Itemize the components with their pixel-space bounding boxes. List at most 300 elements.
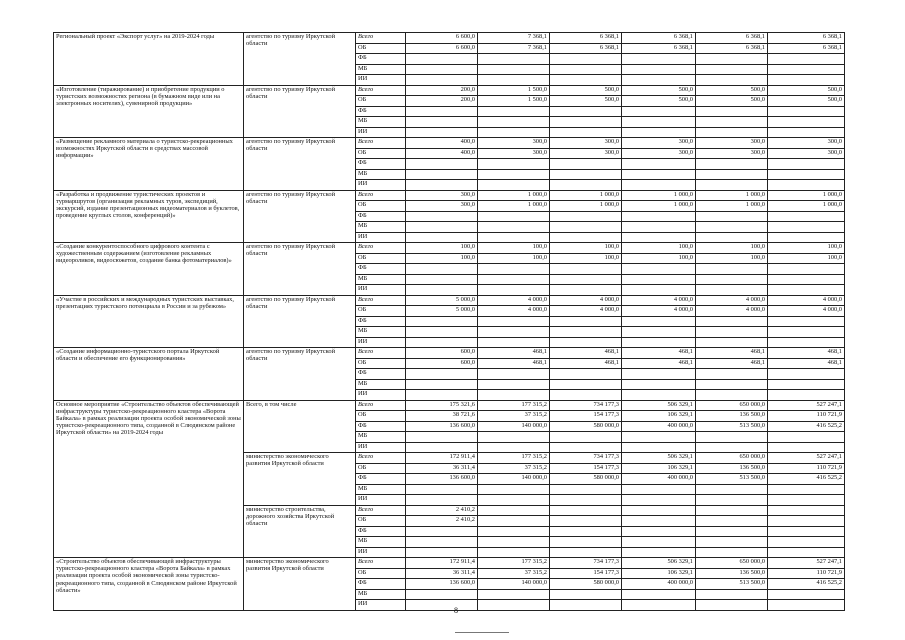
amount-cell: 1 500,0 — [478, 85, 550, 96]
amount-cell — [768, 369, 845, 380]
amount-cell: 140 000,0 — [478, 579, 550, 590]
amount-cell — [696, 390, 768, 401]
executor-cell: министерство экономического развития Иркутской области — [244, 558, 356, 611]
amount-cell — [696, 505, 768, 516]
funding-source-cell: ИИ — [356, 180, 406, 191]
amount-cell: 140 000,0 — [478, 421, 550, 432]
funding-source-cell: Всего — [356, 85, 406, 96]
amount-cell — [768, 337, 845, 348]
amount-cell — [768, 169, 845, 180]
funding-source-cell: ИИ — [356, 75, 406, 86]
funding-source-cell: Всего — [356, 243, 406, 254]
amount-cell — [622, 516, 696, 527]
amount-cell — [696, 106, 768, 117]
amount-cell — [478, 159, 550, 170]
amount-cell — [478, 222, 550, 233]
amount-cell: 500,0 — [622, 96, 696, 107]
funding-source-cell: ИИ — [356, 600, 406, 611]
amount-cell — [768, 327, 845, 338]
amount-cell: 1 000,0 — [696, 190, 768, 201]
table-row — [54, 190, 845, 201]
amount-cell: 100,0 — [550, 243, 622, 254]
amount-cell: 300,0 — [406, 190, 478, 201]
funding-source-cell: МБ — [356, 327, 406, 338]
amount-cell — [550, 232, 622, 243]
amount-cell — [550, 369, 622, 380]
amount-cell — [478, 169, 550, 180]
amount-cell — [550, 285, 622, 296]
amount-cell: 1 000,0 — [478, 190, 550, 201]
amount-cell — [406, 390, 478, 401]
funding-source-cell: ФБ — [356, 369, 406, 380]
amount-cell: 110 721,9 — [768, 568, 845, 579]
amount-cell: 500,0 — [696, 96, 768, 107]
amount-cell — [622, 222, 696, 233]
amount-cell — [622, 432, 696, 443]
funding-source-cell: ИИ — [356, 337, 406, 348]
amount-cell — [478, 264, 550, 275]
amount-cell — [478, 232, 550, 243]
amount-cell — [406, 180, 478, 191]
amount-cell: 650 000,0 — [696, 453, 768, 464]
amount-cell: 154 177,3 — [550, 411, 622, 422]
amount-cell: 6 368,1 — [622, 33, 696, 44]
executor-cell: агентство по туризму Иркутской области — [244, 33, 356, 86]
executor-cell: министерство строительства, дорожного хозяйства Иркутской области — [244, 505, 356, 558]
amount-cell — [550, 117, 622, 128]
amount-cell — [478, 442, 550, 453]
amount-cell — [406, 264, 478, 275]
amount-cell — [696, 264, 768, 275]
amount-cell: 4 000,0 — [696, 295, 768, 306]
amount-cell: 580 000,0 — [550, 421, 622, 432]
amount-cell — [478, 526, 550, 537]
amount-cell — [768, 516, 845, 527]
funding-source-cell: Всего — [356, 190, 406, 201]
amount-cell — [478, 327, 550, 338]
amount-cell: 468,1 — [478, 348, 550, 359]
executor-cell: агентство по туризму Иркутской области — [244, 348, 356, 401]
funding-source-cell: МБ — [356, 274, 406, 285]
executor-cell: агентство по туризму Иркутской области — [244, 243, 356, 296]
amount-cell: 175 321,6 — [406, 400, 478, 411]
amount-cell: 400 000,0 — [622, 421, 696, 432]
amount-cell — [768, 75, 845, 86]
amount-cell — [622, 390, 696, 401]
amount-cell: 106 329,1 — [622, 568, 696, 579]
amount-cell — [768, 316, 845, 327]
amount-cell: 500,0 — [768, 85, 845, 96]
amount-cell: 106 329,1 — [622, 463, 696, 474]
amount-cell: 527 247,1 — [768, 453, 845, 464]
funding-source-cell: ИИ — [356, 442, 406, 453]
amount-cell: 7 368,1 — [478, 33, 550, 44]
funding-source-cell: ОБ — [356, 201, 406, 212]
amount-cell — [550, 264, 622, 275]
amount-cell: 506 329,1 — [622, 558, 696, 569]
table-row — [54, 33, 845, 44]
amount-cell: 4 000,0 — [622, 295, 696, 306]
amount-cell: 468,1 — [550, 348, 622, 359]
amount-cell: 468,1 — [768, 348, 845, 359]
funding-source-cell: ОБ — [356, 43, 406, 54]
amount-cell — [622, 316, 696, 327]
amount-cell — [768, 589, 845, 600]
amount-cell: 100,0 — [768, 243, 845, 254]
amount-cell — [622, 537, 696, 548]
funding-source-cell: МБ — [356, 222, 406, 233]
amount-cell — [622, 159, 696, 170]
funding-source-cell: МБ — [356, 432, 406, 443]
amount-cell: 400 000,0 — [622, 474, 696, 485]
amount-cell — [696, 337, 768, 348]
amount-cell: 6 368,1 — [550, 33, 622, 44]
amount-cell: 200,0 — [406, 85, 478, 96]
amount-cell: 4 000,0 — [550, 295, 622, 306]
amount-cell — [622, 211, 696, 222]
amount-cell: 100,0 — [406, 253, 478, 264]
table-row — [54, 243, 845, 254]
funding-source-cell: ФБ — [356, 579, 406, 590]
amount-cell: 136 500,0 — [696, 411, 768, 422]
amount-cell — [768, 64, 845, 75]
funding-source-cell: Всего — [356, 400, 406, 411]
amount-cell: 100,0 — [550, 253, 622, 264]
activity-name-cell: «Создание информационно-туристского портала Иркутской области и обеспечение его функционирования» — [54, 348, 244, 401]
amount-cell: 580 000,0 — [550, 474, 622, 485]
amount-cell: 36 311,4 — [406, 568, 478, 579]
funding-source-cell: Всего — [356, 33, 406, 44]
activity-name-cell: «Изготовление (тиражирование) и приобретение продукции о туристских возможностях региона (в бумажном виде или на электронных носителях), сувенирной продукции» — [54, 85, 244, 138]
funding-source-cell: ОБ — [356, 568, 406, 579]
amount-cell: 300,0 — [768, 138, 845, 149]
amount-cell — [768, 180, 845, 191]
amount-cell: 468,1 — [622, 358, 696, 369]
amount-cell — [550, 390, 622, 401]
funding-source-cell: ОБ — [356, 516, 406, 527]
amount-cell: 300,0 — [696, 138, 768, 149]
amount-cell: 200,0 — [406, 96, 478, 107]
amount-cell — [622, 327, 696, 338]
funding-source-cell: МБ — [356, 379, 406, 390]
amount-cell — [406, 442, 478, 453]
amount-cell — [550, 495, 622, 506]
funding-source-cell: ОБ — [356, 306, 406, 317]
amount-cell: 650 000,0 — [696, 400, 768, 411]
amount-cell — [768, 495, 845, 506]
amount-cell — [768, 211, 845, 222]
amount-cell: 100,0 — [478, 243, 550, 254]
table-row — [54, 138, 845, 149]
amount-cell — [696, 180, 768, 191]
executor-cell: агентство по туризму Иркутской области — [244, 295, 356, 348]
amount-cell — [768, 390, 845, 401]
amount-cell: 1 000,0 — [768, 190, 845, 201]
amount-cell: 4 000,0 — [768, 295, 845, 306]
amount-cell — [768, 222, 845, 233]
amount-cell: 500,0 — [768, 96, 845, 107]
table-row — [54, 558, 845, 569]
page-edge-mark — [455, 632, 509, 633]
amount-cell — [622, 337, 696, 348]
amount-cell: 1 000,0 — [622, 201, 696, 212]
funding-source-cell: ФБ — [356, 211, 406, 222]
executor-cell: министерство экономического развития Иркутской области — [244, 453, 356, 506]
amount-cell — [768, 159, 845, 170]
amount-cell: 110 721,9 — [768, 411, 845, 422]
amount-cell — [622, 180, 696, 191]
amount-cell — [696, 537, 768, 548]
amount-cell — [406, 379, 478, 390]
funding-source-cell: Всего — [356, 505, 406, 516]
amount-cell — [696, 327, 768, 338]
amount-cell — [768, 117, 845, 128]
amount-cell: 734 177,3 — [550, 400, 622, 411]
amount-cell: 513 500,0 — [696, 579, 768, 590]
amount-cell — [622, 75, 696, 86]
amount-cell: 1 000,0 — [768, 201, 845, 212]
amount-cell: 300,0 — [478, 148, 550, 159]
funding-source-cell: ФБ — [356, 54, 406, 65]
activity-name-cell: «Создание конкурентоспособного цифрового контента с художественным содержанием (изготовление рекламных видеороликов, видеосюжетов, создание банка фотоматериалов)» — [54, 243, 244, 296]
amount-cell — [406, 537, 478, 548]
amount-cell — [478, 379, 550, 390]
amount-cell: 468,1 — [768, 358, 845, 369]
amount-cell: 300,0 — [622, 148, 696, 159]
amount-cell: 734 177,3 — [550, 453, 622, 464]
amount-cell — [550, 127, 622, 138]
funding-source-cell: ОБ — [356, 411, 406, 422]
amount-cell — [406, 54, 478, 65]
funding-source-cell: Всего — [356, 558, 406, 569]
amount-cell — [406, 211, 478, 222]
amount-cell — [550, 75, 622, 86]
amount-cell — [768, 442, 845, 453]
amount-cell — [478, 316, 550, 327]
amount-cell — [550, 442, 622, 453]
amount-cell — [550, 379, 622, 390]
amount-cell — [696, 64, 768, 75]
amount-cell — [622, 64, 696, 75]
funding-source-cell: ОБ — [356, 463, 406, 474]
amount-cell: 1 000,0 — [696, 201, 768, 212]
funding-source-cell: ФБ — [356, 159, 406, 170]
funding-source-cell: Всего — [356, 348, 406, 359]
amount-cell — [622, 600, 696, 611]
funding-source-cell: ФБ — [356, 526, 406, 537]
funding-source-cell: МБ — [356, 169, 406, 180]
table-row — [54, 400, 845, 411]
amount-cell — [696, 232, 768, 243]
amount-cell: 468,1 — [478, 358, 550, 369]
amount-cell — [478, 285, 550, 296]
amount-cell — [406, 222, 478, 233]
amount-cell — [622, 264, 696, 275]
amount-cell — [406, 495, 478, 506]
funding-source-cell: ИИ — [356, 390, 406, 401]
amount-cell — [696, 600, 768, 611]
amount-cell: 6 368,1 — [550, 43, 622, 54]
amount-cell — [768, 526, 845, 537]
amount-cell: 1 000,0 — [478, 201, 550, 212]
amount-cell — [696, 516, 768, 527]
amount-cell — [406, 547, 478, 558]
amount-cell — [550, 505, 622, 516]
amount-cell — [768, 106, 845, 117]
amount-cell — [406, 159, 478, 170]
amount-cell — [622, 117, 696, 128]
amount-cell — [622, 495, 696, 506]
amount-cell: 300,0 — [768, 148, 845, 159]
amount-cell — [768, 484, 845, 495]
funding-source-cell: ОБ — [356, 148, 406, 159]
amount-cell: 468,1 — [550, 358, 622, 369]
funding-source-cell: ФБ — [356, 106, 406, 117]
amount-cell: 100,0 — [768, 253, 845, 264]
amount-cell: 4 000,0 — [768, 306, 845, 317]
amount-cell — [696, 127, 768, 138]
amount-cell: 300,0 — [550, 148, 622, 159]
funding-source-cell: ФБ — [356, 474, 406, 485]
funding-source-cell: Всего — [356, 453, 406, 464]
budget-table — [53, 32, 845, 611]
amount-cell: 172 911,4 — [406, 558, 478, 569]
amount-cell — [478, 274, 550, 285]
amount-cell: 506 329,1 — [622, 400, 696, 411]
amount-cell — [406, 75, 478, 86]
amount-cell: 177 315,2 — [478, 558, 550, 569]
amount-cell — [768, 274, 845, 285]
amount-cell — [478, 369, 550, 380]
amount-cell — [478, 127, 550, 138]
activity-name-cell: «Участие в российских и международных туристских выставках, презентациях туристского потенциала в России и за рубежом» — [54, 295, 244, 348]
amount-cell — [768, 54, 845, 65]
amount-cell — [478, 537, 550, 548]
amount-cell — [696, 495, 768, 506]
activity-name-cell: «Разработка и продвижение туристических проектов и турмаршрутов (организация рекламных туров, экспедиций, экскурсий, издание презентационных видеоматериалов и буклетов, проведение круглых столов, конференций)» — [54, 190, 244, 243]
amount-cell: 5 000,0 — [406, 306, 478, 317]
amount-cell — [406, 232, 478, 243]
funding-source-cell: Всего — [356, 138, 406, 149]
amount-cell — [550, 64, 622, 75]
amount-cell — [696, 54, 768, 65]
amount-cell: 36 311,4 — [406, 463, 478, 474]
amount-cell — [406, 337, 478, 348]
funding-source-cell: ФБ — [356, 316, 406, 327]
amount-cell — [768, 285, 845, 296]
amount-cell — [478, 505, 550, 516]
amount-cell: 4 000,0 — [622, 306, 696, 317]
activity-name-cell: «Размещение рекламного материала о туристско-рекреационных возможностях Иркутской области в средствах массовой информации» — [54, 138, 244, 191]
amount-cell — [622, 442, 696, 453]
amount-cell — [622, 232, 696, 243]
amount-cell — [550, 516, 622, 527]
amount-cell — [622, 369, 696, 380]
table-row — [54, 348, 845, 359]
amount-cell — [622, 484, 696, 495]
amount-cell: 4 000,0 — [478, 295, 550, 306]
amount-cell — [696, 169, 768, 180]
amount-cell: 136 500,0 — [696, 463, 768, 474]
table-row — [54, 85, 845, 96]
amount-cell: 468,1 — [622, 348, 696, 359]
page-number: 8 — [454, 606, 458, 615]
amount-cell — [622, 526, 696, 537]
amount-cell: 513 500,0 — [696, 474, 768, 485]
amount-cell: 136 600,0 — [406, 421, 478, 432]
amount-cell — [622, 54, 696, 65]
amount-cell — [478, 484, 550, 495]
budget-table-body — [54, 33, 845, 611]
amount-cell: 100,0 — [478, 253, 550, 264]
amount-cell: 100,0 — [406, 243, 478, 254]
funding-source-cell: ОБ — [356, 253, 406, 264]
amount-cell: 106 329,1 — [622, 411, 696, 422]
amount-cell — [406, 64, 478, 75]
amount-cell — [406, 484, 478, 495]
executor-cell: агентство по туризму Иркутской области — [244, 190, 356, 243]
amount-cell — [478, 516, 550, 527]
amount-cell — [696, 285, 768, 296]
amount-cell — [478, 390, 550, 401]
amount-cell: 154 177,3 — [550, 568, 622, 579]
amount-cell — [768, 432, 845, 443]
funding-source-cell: ИИ — [356, 495, 406, 506]
amount-cell: 416 525,2 — [768, 579, 845, 590]
amount-cell — [550, 589, 622, 600]
amount-cell — [406, 526, 478, 537]
amount-cell: 400,0 — [406, 138, 478, 149]
amount-cell: 6 368,1 — [696, 43, 768, 54]
amount-cell: 400,0 — [406, 148, 478, 159]
amount-cell — [696, 274, 768, 285]
amount-cell: 500,0 — [696, 85, 768, 96]
amount-cell: 6 368,1 — [696, 33, 768, 44]
amount-cell — [622, 127, 696, 138]
funding-source-cell: Всего — [356, 295, 406, 306]
funding-source-cell: МБ — [356, 117, 406, 128]
executor-cell: агентство по туризму Иркутской области — [244, 85, 356, 138]
funding-source-cell: ОБ — [356, 358, 406, 369]
amount-cell: 6 600,0 — [406, 43, 478, 54]
amount-cell: 4 000,0 — [478, 306, 550, 317]
amount-cell: 1 000,0 — [550, 190, 622, 201]
amount-cell — [406, 316, 478, 327]
funding-source-cell: ИИ — [356, 285, 406, 296]
amount-cell: 400 000,0 — [622, 579, 696, 590]
amount-cell: 110 721,9 — [768, 463, 845, 474]
amount-cell — [478, 495, 550, 506]
amount-cell — [406, 600, 478, 611]
amount-cell: 500,0 — [550, 85, 622, 96]
amount-cell: 300,0 — [696, 148, 768, 159]
amount-cell: 140 000,0 — [478, 474, 550, 485]
amount-cell — [478, 211, 550, 222]
amount-cell — [478, 589, 550, 600]
amount-cell — [696, 75, 768, 86]
amount-cell: 2 410,2 — [406, 505, 478, 516]
amount-cell: 416 525,2 — [768, 474, 845, 485]
amount-cell: 100,0 — [622, 253, 696, 264]
amount-cell — [622, 274, 696, 285]
amount-cell — [478, 432, 550, 443]
amount-cell: 527 247,1 — [768, 400, 845, 411]
amount-cell: 6 600,0 — [406, 33, 478, 44]
amount-cell: 650 000,0 — [696, 558, 768, 569]
amount-cell — [768, 537, 845, 548]
amount-cell — [406, 432, 478, 443]
amount-cell: 177 315,2 — [478, 400, 550, 411]
